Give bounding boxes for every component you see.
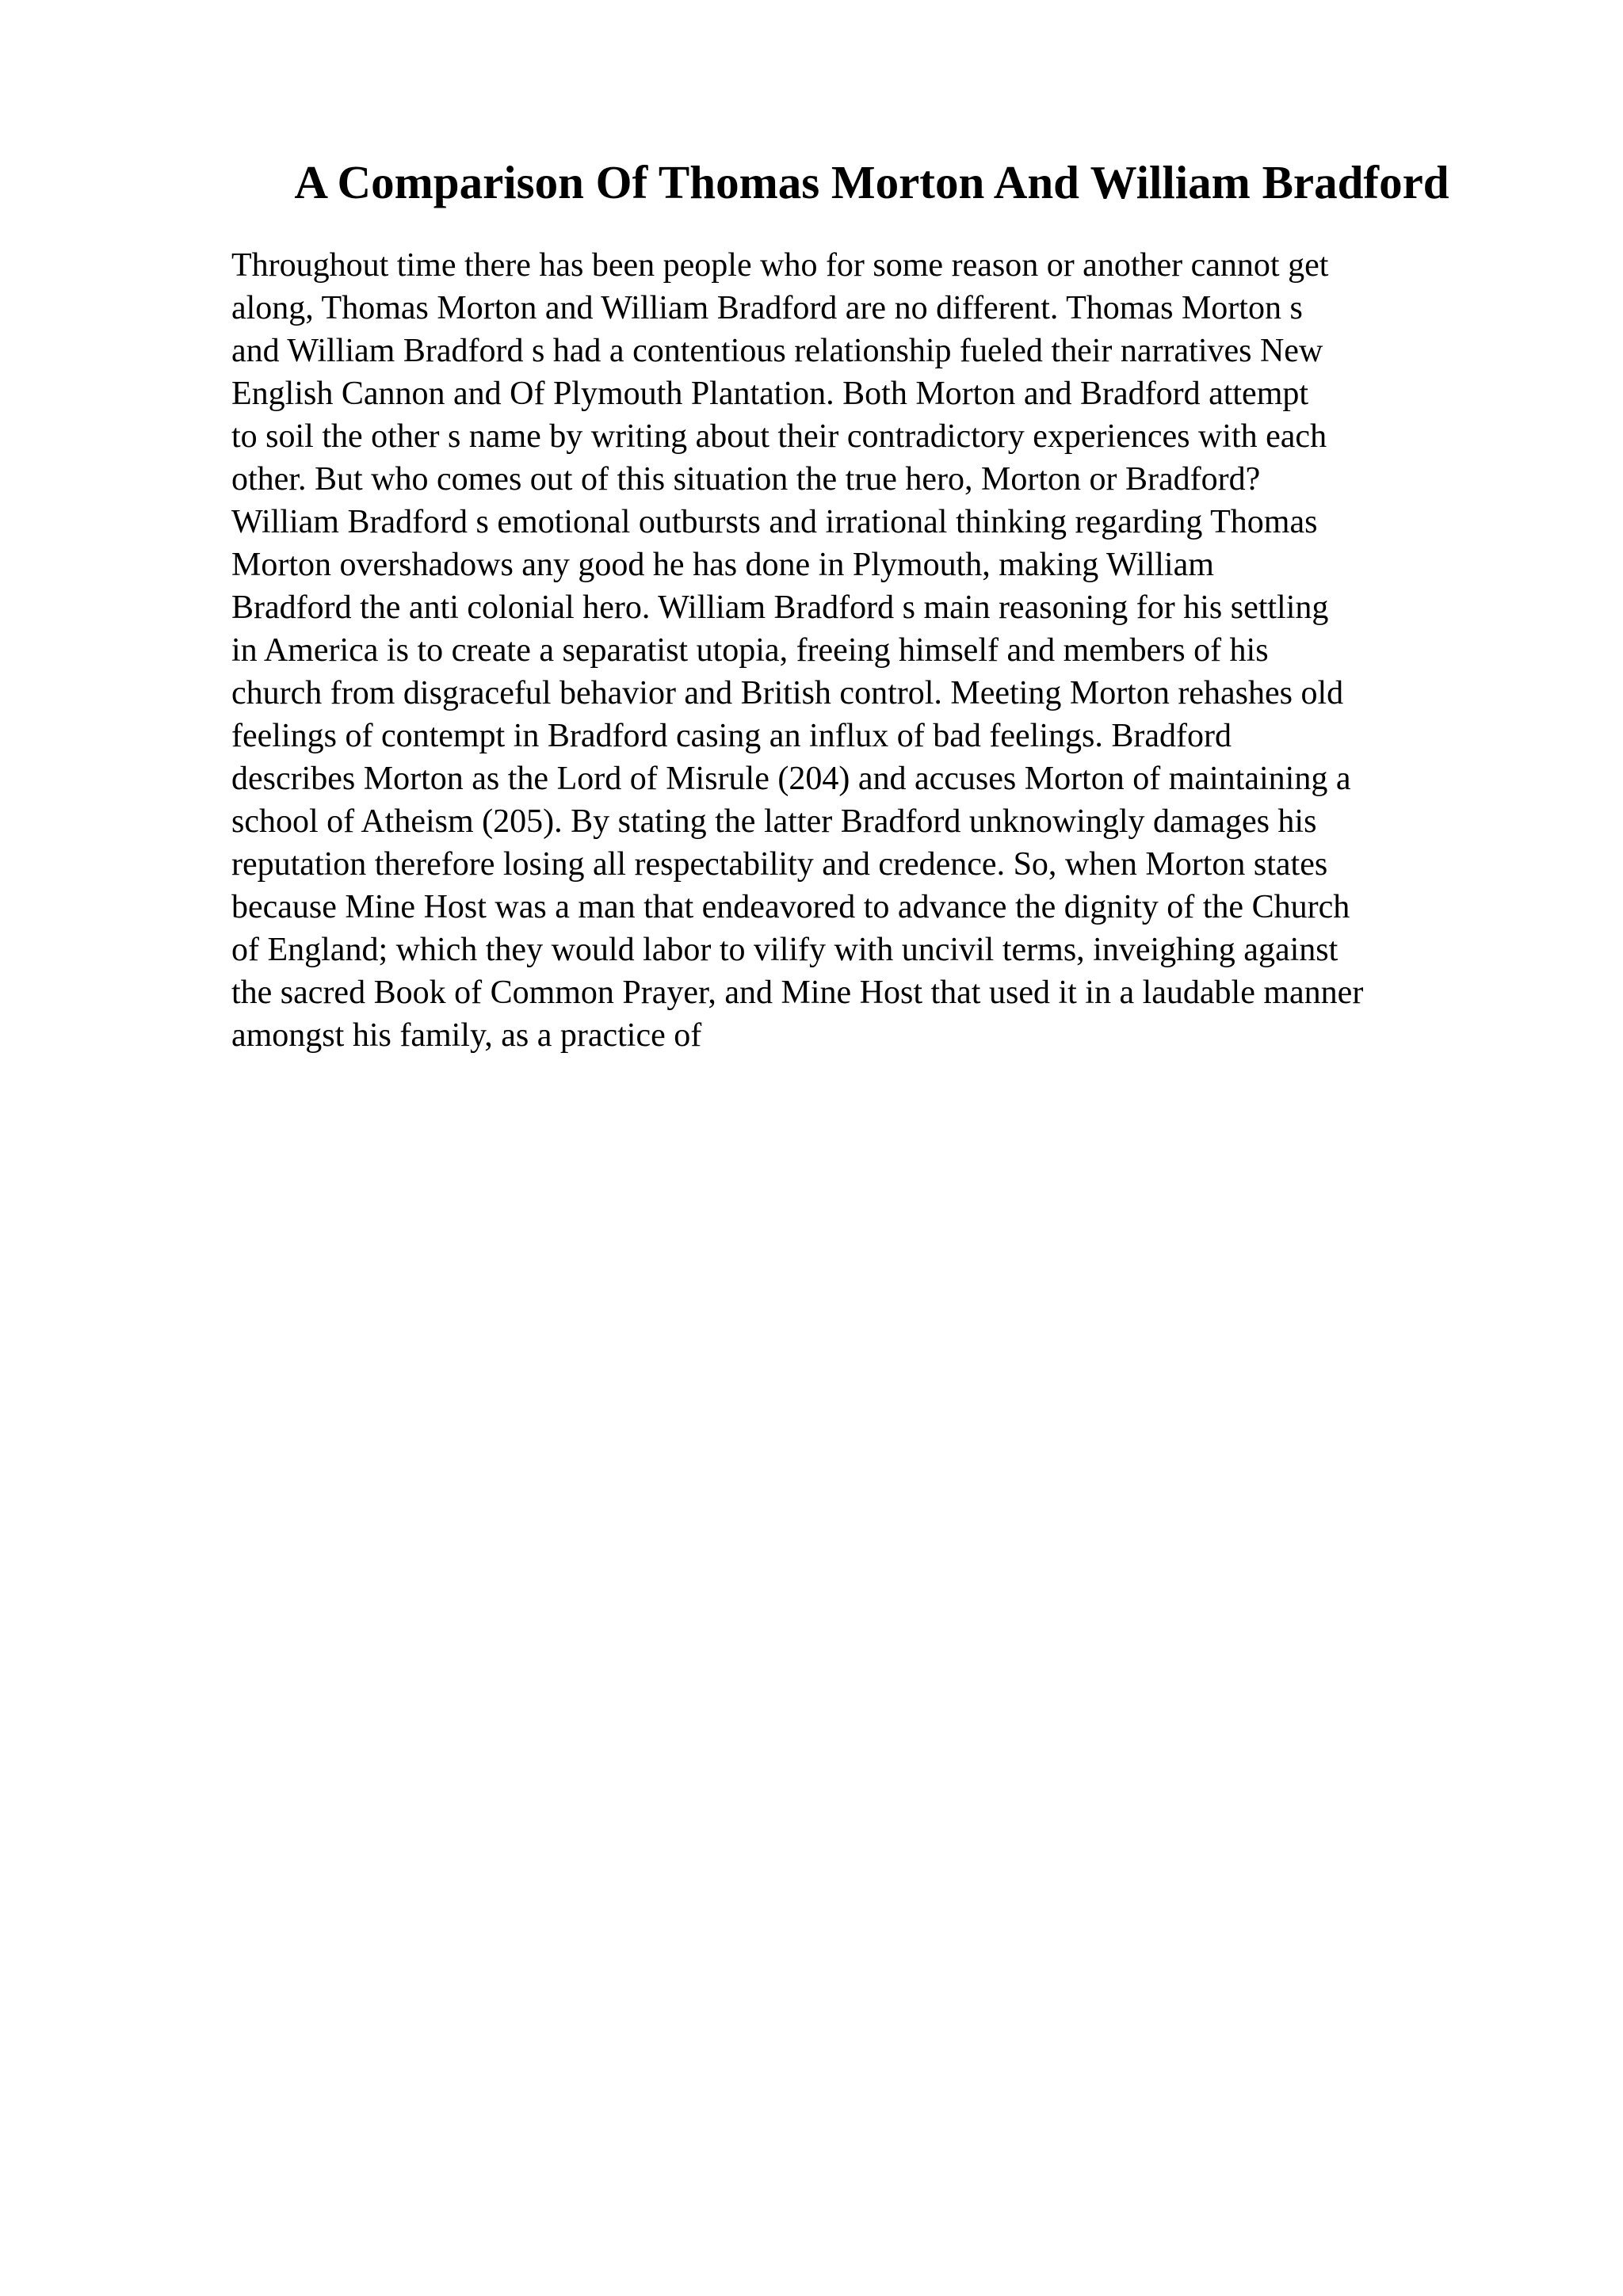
body-line: reputation therefore losing all respectability and credence. So, when Morton states bbox=[231, 846, 1328, 883]
body-line: describes Morton as the Lord of Misrule (204) and accuses Morton of maintaining a bbox=[231, 761, 1351, 797]
body-line: amongst his family, as a practice of bbox=[231, 1017, 702, 1054]
body-line: school of Atheism (205). By stating the latter Bradford unknowingly damages his bbox=[231, 803, 1317, 840]
body-line: English Cannon and Of Plymouth Plantation. Both Morton and Bradford attempt bbox=[231, 376, 1309, 412]
body-line: Throughout time there has been people who for some reason or another cannot get bbox=[231, 247, 1329, 284]
body-line: church from disgraceful behavior and British control. Meeting Morton rehashes old bbox=[231, 675, 1344, 711]
body-line: of England; which they would labor to vilify with uncivil terms, inveighing against bbox=[231, 932, 1338, 968]
body-line: William Bradford s emotional outbursts and irrational thinking regarding Thomas bbox=[231, 504, 1318, 540]
body-line: to soil the other s name by writing about their contradictory experiences with each bbox=[231, 418, 1327, 455]
body-line: along, Thomas Morton and William Bradford are no different. Thomas Morton s bbox=[231, 290, 1303, 326]
body-line: other. But who comes out of this situation the true hero, Morton or Bradford? bbox=[231, 461, 1261, 498]
document-body bbox=[231, 244, 1531, 1057]
body-line: Morton overshadows any good he has done in Plymouth, making William bbox=[231, 547, 1214, 583]
body-line: feelings of contempt in Bradford casing an influx of bad feelings. Bradford bbox=[231, 718, 1232, 754]
body-line: Bradford the anti colonial hero. William Bradford s main reasoning for his settling bbox=[231, 589, 1329, 626]
document-title: A Comparison Of Thomas Morton And William Bradford bbox=[294, 156, 1449, 208]
body-line: the sacred Book of Common Prayer, and Mine Host that used it in a laudable manner bbox=[231, 974, 1364, 1011]
body-line: in America is to create a separatist utopia, freeing himself and members of his bbox=[231, 632, 1269, 669]
body-line: and William Bradford s had a contentious relationship fueled their narratives New bbox=[231, 333, 1323, 369]
body-line: because Mine Host was a man that endeavored to advance the dignity of the Church bbox=[231, 889, 1350, 925]
